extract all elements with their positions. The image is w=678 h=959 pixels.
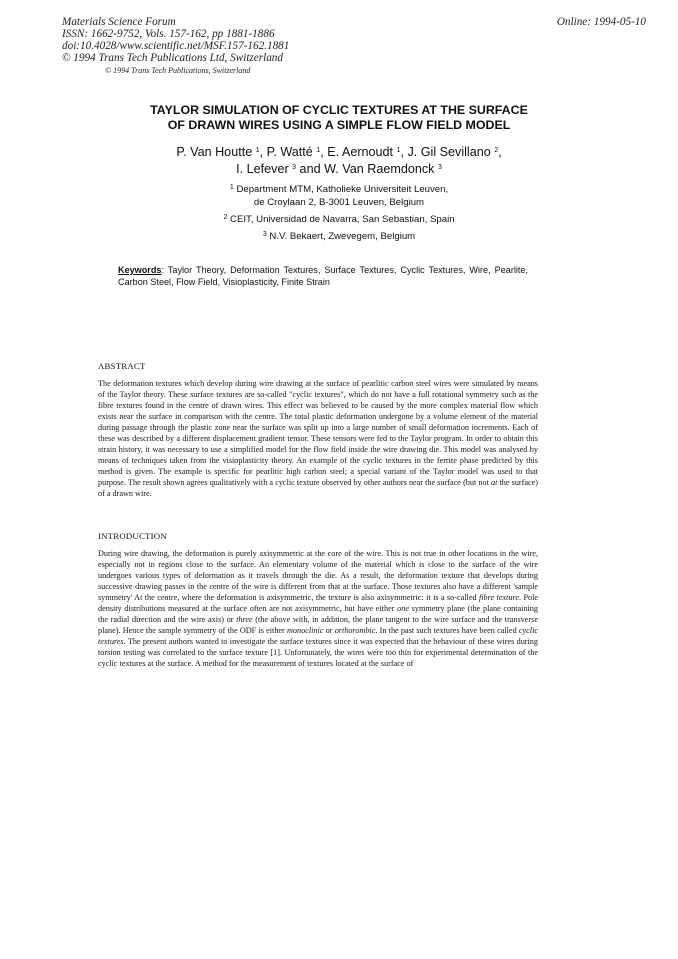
intro-text: . The present authors wanted to investigate the surface textures since it was expected that the behaviour of these wires during torsion testing was correlated to the surface texture [1]. Unfortunately, the wires were too thin for experimental determination of the cyclic textures at the surface. A method for the measurement of textures located at the surface of [98,637,538,669]
introduction-body [98,548,538,670]
intro-text: symmetry plane (the plane containing the radial direction and the wire axis) or [98,604,538,625]
abstract-text: the surface) of a drawn wire. [98,478,538,499]
intro-text: . In the past such textures have been called [375,626,519,636]
affiliation-marker: 3 [437,164,442,171]
abstract-text-italic: at [490,478,498,488]
affiliation-marker: 3 [292,164,297,171]
affiliation-text: N.V. Bekaert, Zwevegem, Belgium [269,231,416,242]
paper-title [0,103,678,133]
affiliation-marker: 2 [223,214,228,221]
author-name: W. Van Raemdonck [324,162,435,176]
author-name: E. Aernoudt [327,145,394,159]
affiliation-marker: 1 [396,147,401,154]
affiliation-marker: 1 [229,184,234,191]
issn-line: ISSN: 1662-9752, Vols. 157-162, pp 1881-1886 [62,28,275,40]
intro-text-italic: monoclinic [287,626,324,636]
journal-name: Materials Science Forum [62,16,176,28]
affiliation-3 [0,230,678,243]
affiliation-marker: 3 [262,231,267,238]
intro-text-italic: cyclic textures [98,626,538,647]
author-line-2 [0,161,678,178]
author-name: J. Gil Sevillano [407,145,491,159]
intro-text: (the above with, in addition, the plane tangent to the wire surface and the transverse plane). Hence the sample symmetry of the ODF is either [98,615,538,636]
affiliation-marker: 1 [255,147,260,154]
author-list [0,144,678,178]
separator: , [320,145,328,159]
affiliation-text: Department MTM, Katholieke Universiteit Leuven, [236,184,449,195]
separator: , [400,145,408,159]
title-line-1: TAYLOR SIMULATION OF CYCLIC TEXTURES AT THE SURFACE [150,103,528,117]
abstract-body [98,378,538,500]
journal-header [62,16,289,64]
intro-text-italic: orthorombic [334,626,376,636]
intro-text: or [323,626,335,636]
affiliation-text: CEIT, Universidad de Navarra, San Sebastian, Spain [230,214,455,225]
keywords-block: Keywords: Taylor Theory, Deformation Textures, Surface Textures, Cyclic Textures, Wire, Pearlite, Carbon Steel, Flow Field, Visioplasticity, Finite Strain [118,265,529,287]
author-name: P. Van Houtte [176,145,253,159]
affiliation-marker: 2 [494,147,499,154]
introduction-heading: INTRODUCTION [98,531,167,541]
intro-text: During wire drawing, the deformation is purely axisymmetric at the core of the wire. This is not true in other locations in the wire, especially not in regions close to the surface. An elementary volume of the material which is close to the surface of the wire undergoes various types of deformation as it travels through the die. As a result, the deformation texture that develops during successive drawing passes in the centre of the wire is different from that at the surface. Those textures also have a different 'sample symmetry' At the centre, where the deformation is axisymmetric, the texture is also axisymmetric: it is a so-called [98,549,538,603]
abstract-heading: ABSTRACT [98,361,146,371]
separator: , [259,145,267,159]
keywords-label: Keywords [118,265,162,275]
intro-text-italic: three [236,615,253,625]
title-line-2: OF DRAWN WIRES USING A SIMPLE FLOW FIELD MODEL [167,118,511,132]
online-date: Online: 1994-05-10 [556,16,646,28]
publisher-line: © 1994 Trans Tech Publications Ltd, Switzerland [62,52,283,64]
affiliation-1 [0,183,678,209]
separator: and [296,162,325,176]
author-name: P. Watté [266,145,313,159]
affiliation-marker: 1 [316,147,321,154]
intro-text: . Pole density distributions measured at the surface often are not axisymmetric, but have either [98,593,539,614]
keywords-text: Taylor Theory, Deformation Textures, Surface Textures, Cyclic Textures, Wire, Pearlite, Carbon Steel, Flow Field, Visioplasticity, Finite Strain [118,265,529,287]
intro-text-italic: one [397,604,409,614]
author-line-1: P. Van Houtte $^1$, P. Watté $^1$, E. Aernoudt $^1$, J. Gil Sevillano $^2$, [176,145,502,159]
affiliation-text: de Croylaan 2, B-3001 Leuven, Belgium [253,197,425,208]
copyright-notice: © 1994 Trans Tech Publications, Switzerland [105,66,251,75]
author-name: I. Lefever [236,162,289,176]
doi-line[interactable]: doi:10.4028/www.scientific.net/MSF.157-162.1881 [62,40,290,52]
intro-text-italic: fibre texture [478,593,519,603]
affiliation-2 [0,213,678,226]
abstract-text: The deformation textures which develop during wire drawing at the surface of pearlitic carbon steel wires were simulated by means of the Taylor theory. These surface textures are so-called "cyclic textures", which do not have a full rotational symmetry such as the fibre textures found in the centre of drawn wires. This effect was believed to be caused by the more complex material flow which exists near the surface in comparison with the centre. The total plastic deformation undergone by a volume element of the material during passage through the plastic zone near the surface was split up into a large number of small deformation increments. Each of these was described by a different displacement gradient tensor. These tensors were fed to the Taylor program. In order to obtain this strain history, it was necessary to use a simplified model for the flow field inside the wire drawing die. This model was analysed by means of techniques taken from the visioplasticity theory. An example of the cyclic textures in the ferrite phase predicted by this method is given. The example is specific for pearlitic high carbon steel; a special variant of the Taylor model was used to that purpose. The result shown agrees qualitatively with a cyclic texture observed by other authors near the surface (but not [98,379,538,488]
